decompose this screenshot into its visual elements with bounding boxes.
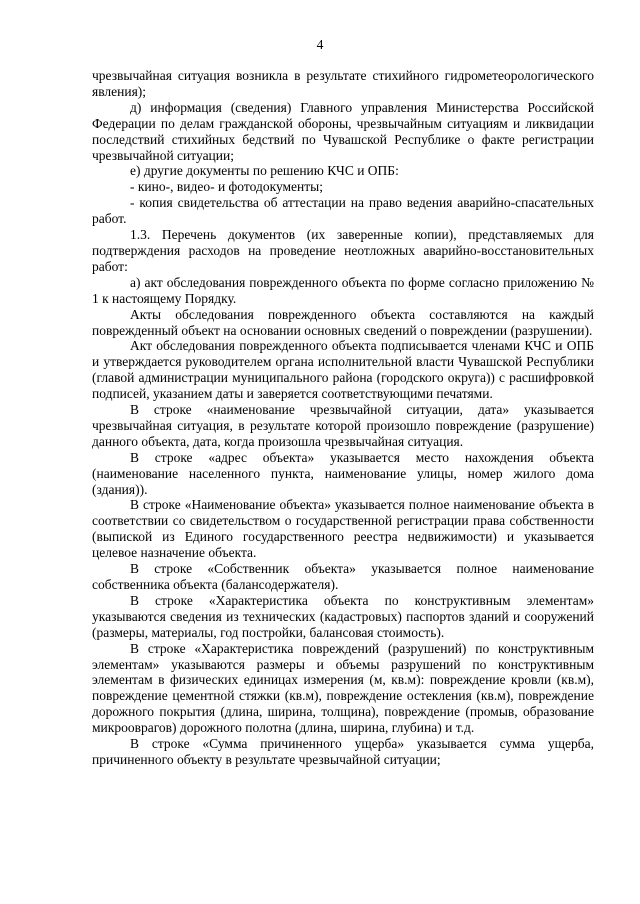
paragraph: В строке «Сумма причиненного ущерба» указывается сумма ущерба, причиненного объекту в результате чрезвычайной ситуации;	[92, 736, 594, 767]
paragraph: В строке «наименование чрезвычайной ситуации, дата» указывается чрезвычайная ситуация, в результате которой произошло повреждение (разрушение) данного объекта, дата, когда произошла чрезвычайная ситуация.	[92, 402, 594, 449]
paragraph: чрезвычайная ситуация возникла в результате стихийного гидрометеорологического явления);	[92, 68, 594, 99]
paragraph: е) другие документы по решению КЧС и ОПБ:	[130, 163, 399, 179]
paragraph: Акт обследования поврежденного объекта подписывается членами КЧС и ОПБ и утверждается руководителем органа исполнительной власти Чувашской Республики (главой администрации муниципального района (городского округа)) с расшифровкой подписей, указанием даты и заверяется соответствующими печатями.	[92, 338, 594, 402]
paragraph: - кино-, видео- и фотодокументы;	[130, 179, 323, 195]
paragraph: Акты обследования поврежденного объекта составляются на каждый поврежденный объект на основании основных сведений о повреждении (разрушении).	[92, 306, 594, 338]
document-body	[92, 68, 594, 768]
paragraph: В строке «Характеристика объекта по конструктивным элементам» указываются сведения из технических (кадастровых) паспортов зданий и сооружений (размеры, материалы, год постройки, балансовая стоимость).	[92, 592, 594, 640]
paragraph: 1.3. Перечень документов (их заверенные копии), представляемых для подтверждения расходов на проведение неотложных аварийно-восстановительных работ:	[92, 227, 594, 274]
paragraph: д) информация (сведения) Главного управления Министерства Российской Федерации по делам гражданской обороны, чрезвычайным ситуациям и ликвидации последствий стихийных бедствий по Чувашской Республике о факте регистрации чрезвычайной ситуации;	[92, 99, 594, 163]
paragraph: В строке «Наименование объекта» указывается полное наименование объекта в соответствии со свидетельством о государственной регистрации права собственности (выпиской из Единого государственного реестра недвижимости) и указывается целевое назначение объекта.	[92, 497, 594, 561]
page-number: 4	[316, 37, 324, 52]
paragraph: В строке «Характеристика повреждений (разрушений) по конструктивным элементам» указываются размеры и объемы разрушений по конструктивным элементам в физических единицах измерения (м, кв.м): повреждение кровли (кв.м), повреждение цементной стяжки (кв.м), повреждение остекления (кв.м), повреждение дорожного покрытия (длина, ширина, толщина), повреждение (промыв, образование микрооврагов) дорожного полотна (длина, ширина, глубина) и т.д.	[92, 640, 594, 736]
paragraph: а) акт обследования поврежденного объекта по форме согласно приложению № 1 к настоящему Порядку.	[92, 274, 594, 306]
paragraph: В строке «адрес объекта» указывается место нахождения объекта (наименование населенного пункта, наименование улицы, номер жилого дома (здания)).	[92, 449, 594, 497]
paragraph: - копия свидетельства об аттестации на право ведения аварийно-спасательных работ.	[92, 195, 594, 227]
paragraph: В строке «Собственник объекта» указывается полное наименование собственника объекта (балансодержателя).	[92, 561, 594, 592]
